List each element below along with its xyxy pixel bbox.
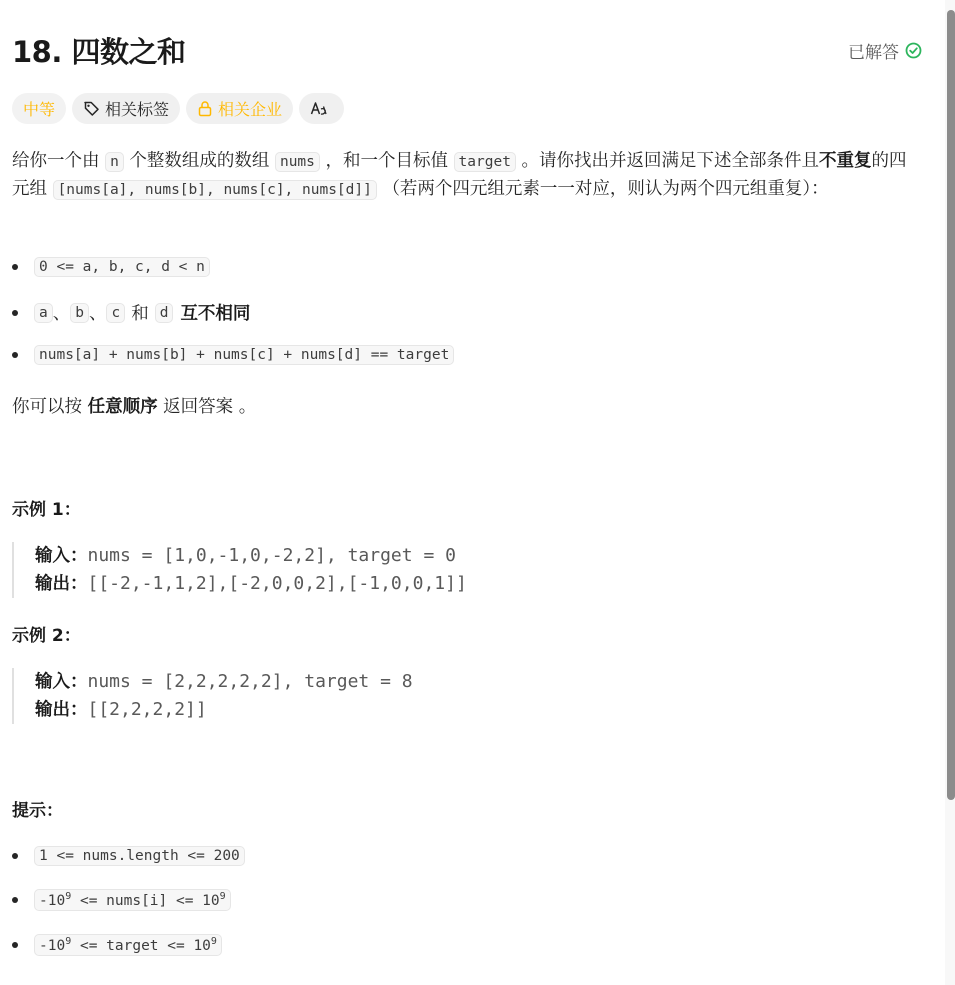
related-tags-label: 相关标签 xyxy=(105,100,170,119)
hints-title: 提示： xyxy=(12,801,63,821)
desc-text: 你可以按 xyxy=(12,397,82,417)
bullet xyxy=(12,853,18,859)
list-item xyxy=(12,934,222,956)
inline-code: b xyxy=(70,303,89,323)
translate-icon xyxy=(310,100,328,117)
scrollbar-thumb[interactable] xyxy=(947,10,955,800)
desc-text: 个整数组成的数组 xyxy=(129,151,270,171)
separator: 、 xyxy=(88,304,107,324)
example-2-title: 示例 2： xyxy=(12,626,81,646)
example-2-block xyxy=(12,668,413,724)
order-paragraph xyxy=(12,393,256,418)
bullet xyxy=(12,264,18,270)
example-input: nums = [1,0,-1,0,-2,2], target = 0 xyxy=(87,545,456,566)
desc-text: 。请你找出并返回满足下述全部条件且 xyxy=(521,151,820,171)
desc-text: 给你一个由 xyxy=(12,151,100,171)
check-circle-icon xyxy=(905,42,922,59)
example-input: nums = [2,2,2,2,2], target = 8 xyxy=(87,671,413,692)
code-part: <= nums[i] <= 10 xyxy=(71,892,220,909)
example-input-line xyxy=(35,668,413,696)
example-output: [[2,2,2,2]] xyxy=(87,699,207,720)
related-tags-button[interactable] xyxy=(72,93,180,124)
desc-text: 返回答案 。 xyxy=(163,397,257,417)
example-output: [[-2,-1,1,2],[-2,0,0,2],[-1,0,0,1]] xyxy=(87,573,467,594)
related-companies-label: 相关企业 xyxy=(218,100,283,119)
example-input-line xyxy=(35,542,467,570)
tag-icon xyxy=(83,100,100,117)
desc-text: （若两个四元组元素一一对应，则认为两个四元组重复）： xyxy=(382,179,829,199)
solved-label: 已解答 xyxy=(848,43,899,63)
problem-title[interactable]: 18. 四数之和 xyxy=(12,35,186,69)
example-output-line xyxy=(35,570,467,598)
list-item xyxy=(12,846,245,866)
input-label: 输入： xyxy=(35,546,88,566)
superscript: 9 xyxy=(210,936,217,947)
inline-code: 1 <= nums.length <= 200 xyxy=(34,846,245,866)
conjunction: 和 xyxy=(131,304,149,324)
example-1-block xyxy=(12,542,467,598)
tag-bar xyxy=(12,93,344,124)
related-companies-button[interactable] xyxy=(186,93,293,124)
output-label: 输出： xyxy=(35,700,88,720)
bullet xyxy=(12,310,18,316)
superscript: 9 xyxy=(65,936,72,947)
list-item xyxy=(12,345,454,365)
desc-bold-unique: 不重复 xyxy=(819,151,872,171)
inline-code xyxy=(34,889,231,911)
inline-code: c xyxy=(106,303,125,323)
bullet xyxy=(12,942,18,948)
inline-code: a xyxy=(34,303,53,323)
separator: 、 xyxy=(52,304,71,324)
list-item xyxy=(12,889,231,911)
bold-distinct: 互不相同 xyxy=(180,304,251,324)
inline-code-nums: nums xyxy=(275,152,320,172)
output-label: 输出： xyxy=(35,574,88,594)
inline-code-quadruple: [nums[a], nums[b], nums[c], nums[d]] xyxy=(53,180,377,200)
bold-any-order: 任意顺序 xyxy=(87,397,158,417)
inline-code: nums[a] + nums[b] + nums[c] + nums[d] == target xyxy=(34,345,454,365)
bullet xyxy=(12,897,18,903)
solved-status xyxy=(848,38,922,63)
lock-icon xyxy=(197,100,213,117)
code-part: <= target <= 10 xyxy=(71,937,211,954)
difficulty-badge[interactable]: 中等 xyxy=(12,93,66,124)
example-output-line xyxy=(35,696,413,724)
desc-text: 的四元组 xyxy=(12,151,907,199)
superscript: 9 xyxy=(65,891,72,902)
title-row xyxy=(12,30,922,70)
code-part: -10 xyxy=(39,892,66,909)
inline-code-n: n xyxy=(105,152,124,172)
superscript: 9 xyxy=(219,891,226,902)
inline-code-target: target xyxy=(454,152,516,172)
inline-code xyxy=(34,934,222,956)
list-item xyxy=(12,257,210,277)
code-part: -10 xyxy=(39,937,66,954)
inline-code: d xyxy=(155,303,174,323)
bullet xyxy=(12,352,18,358)
desc-text: ，和一个目标值 xyxy=(325,151,448,171)
description-paragraph xyxy=(12,148,917,204)
inline-code: 0 <= a, b, c, d < n xyxy=(34,257,210,277)
list-item xyxy=(12,300,250,325)
translate-button[interactable] xyxy=(299,93,344,124)
example-1-title: 示例 1： xyxy=(12,500,81,520)
input-label: 输入： xyxy=(35,672,88,692)
